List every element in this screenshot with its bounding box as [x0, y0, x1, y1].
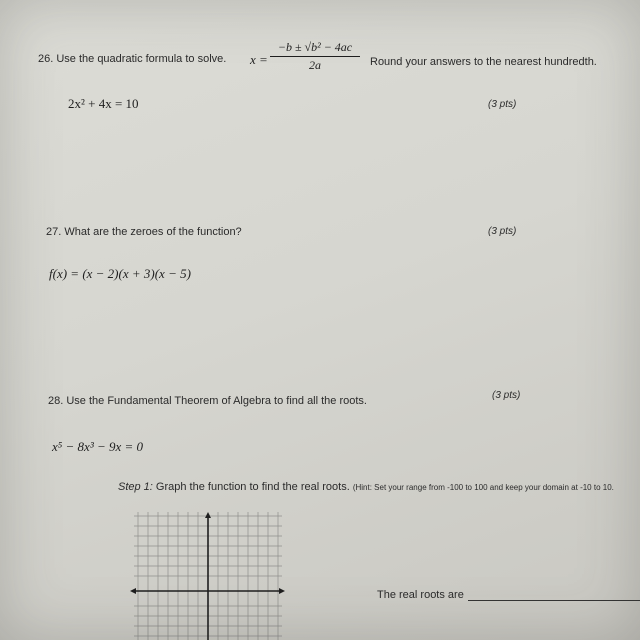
real-roots-label: The real roots are [377, 589, 464, 601]
q28-points: (3 pts) [492, 390, 521, 401]
quadratic-formula [270, 40, 360, 73]
y-axis-arrow-icon [205, 512, 211, 518]
q28-step1 [118, 481, 614, 493]
x-axis-right-arrow-icon [279, 588, 285, 594]
q26-prompt: 26. Use the quadratic formula to solve. [38, 53, 227, 65]
step1-label: Step 1: [118, 481, 153, 493]
q28-equation: x⁵ − 8x³ − 9x = 0 [52, 439, 144, 454]
q26-formula-lhs: x = [250, 52, 268, 67]
step1-text: Graph the function to find the real roots. [155, 481, 350, 493]
q26-instruction: Round your answers to the nearest hundredth. [370, 56, 597, 68]
q26-points: (3 pts) [488, 99, 517, 110]
q26-equation: 2x² + 4x = 10 [68, 96, 139, 111]
quadratic-formula-numerator: −b ± √b² − 4ac [270, 40, 360, 57]
quadratic-formula-denominator: 2a [309, 58, 321, 72]
q27-prompt: 27. What are the zeroes of the function? [46, 226, 242, 238]
q27-points: (3 pts) [488, 226, 517, 237]
coordinate-grid[interactable] [130, 512, 285, 640]
step1-hint: (Hint: Set your range from -100 to 100 and keep your domain at -10 to 10. [352, 483, 614, 492]
q27-equation: f(x) = (x − 2)(x + 3)(x − 5) [49, 266, 191, 281]
real-roots-answer-line[interactable] [468, 600, 640, 601]
q28-prompt: 28. Use the Fundamental Theorem of Algebra to find all the roots. [48, 395, 367, 407]
x-axis-left-arrow-icon [130, 588, 136, 594]
